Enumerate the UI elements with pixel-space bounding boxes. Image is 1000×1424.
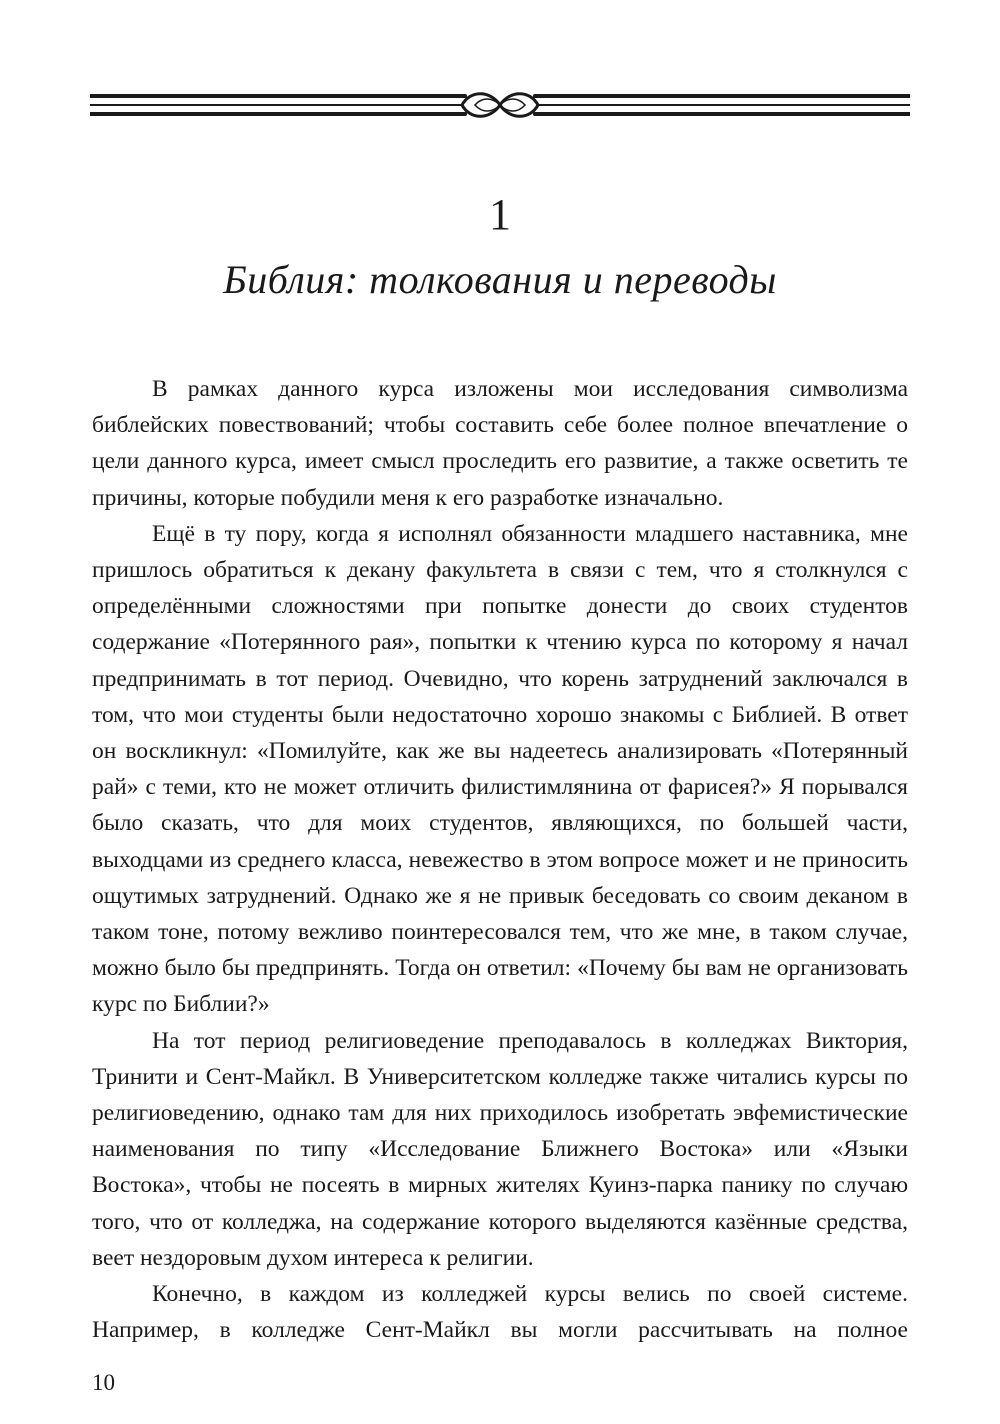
paragraph: В рамках данного курса изложены мои исследования символизма библейских повествований; чтобы составить себе более полное впечатление о цели данного курса, имеет смысл проследить его развитие, а также осветить те причины, которые побудили меня к его разработке изначально. bbox=[92, 376, 908, 511]
paragraph: Ещё в ту пору, когда я исполнял обязанности младшего наставника, мне пришлось обратиться к декану факультета в связи с тем, что я столкнулся с определёнными сложностями при попытке донести до своих студентов содержание «Потерянного рая», попытки к чтению курса по которому я начал предпринимать в тот период. Очевидно, что корень затруднений заключался в том, что мои студенты были недостаточно хорошо знакомы с Библией. В ответ он воскликнул: «Помилуйте, как же вы надеетесь анализировать «Потерянный рай» с теми, кто не может отличить филистимлянина от фарисея?» Я порывался было сказать, что для моих студентов, являющихся, по большей части, выходцами из среднего класса, невежество в этом вопросе может и не приносить ощутимых затруднений. Однако же я не привык беседовать со своим деканом в таком тоне, потому вежливо поинтересовался тем, что же мне, в таком случае, можно было бы предпринять. Тогда он ответил: «Почему бы вам не организовать курс по Библии?» bbox=[92, 520, 908, 1018]
paragraph: На тот период религиоведение преподавалось в колледжах Виктория, Тринити и Сент-Майкл. В Университетском колледже также читались курсы по религиоведению, однако там для них приходилось изобретать эвфемистические наименования по типу «Исследование Ближнего Востока» или «Языки Востока», чтобы не посеять в мирных жителях Куинз-парка панику по случаю того, что от колледжа, на содержание которого выделяются казённые средства, веет нездоровым духом интереса к религии. bbox=[92, 1027, 908, 1271]
paragraph: Конечно, в каждом из колледжей курсы велись по своей системе. Например, в колледже Сент-Майкл вы могли рассчитывать на полное bbox=[92, 1281, 908, 1344]
ornament-divider bbox=[90, 80, 910, 130]
body-text bbox=[92, 371, 908, 1351]
chapter-title: Библия: толкования и переводы bbox=[223, 257, 777, 302]
page-number: 10 bbox=[92, 1370, 115, 1395]
chapter-number: 1 bbox=[489, 190, 511, 239]
